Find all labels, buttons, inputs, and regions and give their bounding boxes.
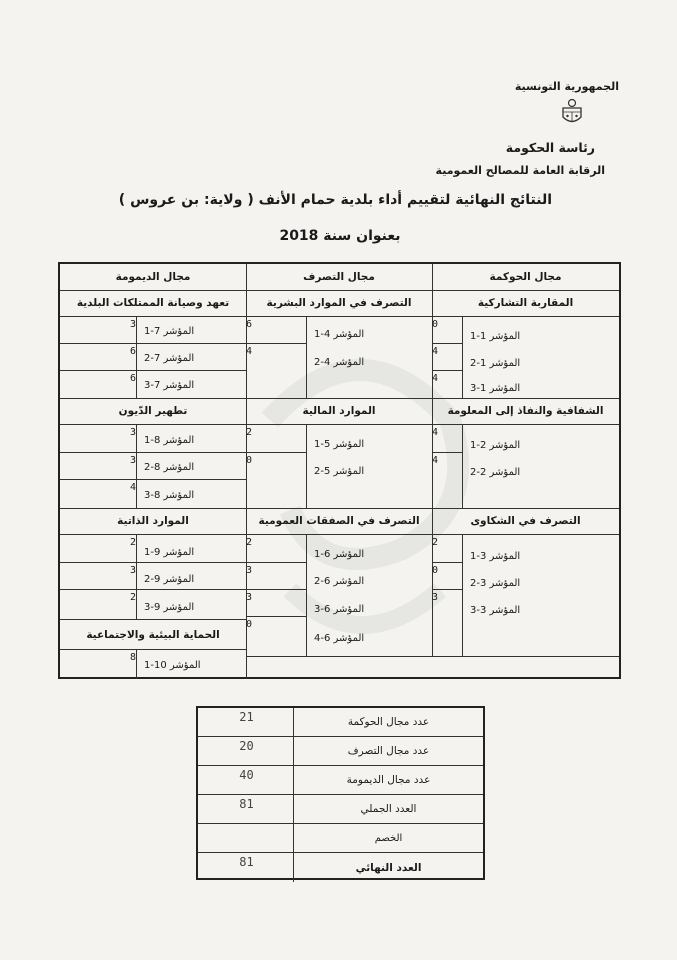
summary-value: 81 — [239, 855, 254, 869]
indicator-label: المؤشر 6-1 — [314, 548, 365, 560]
section-participatory: المقاربة التشاركية — [477, 297, 574, 309]
summary-label: عدد مجال التصرف — [293, 737, 483, 765]
indicator-label: المؤشر 1-3 — [470, 382, 521, 394]
domain-sustainability: مجال الديمومة — [115, 271, 191, 283]
indicator-score: 6 — [129, 346, 136, 357]
section-environmental-social: الحماية البيئية والاجتماعية — [86, 628, 220, 641]
summary-row — [198, 708, 483, 737]
summary-row — [198, 853, 483, 882]
domain-governance: مجال الحوكمة — [489, 271, 562, 283]
section-financial-resources: الموارد المالية — [302, 405, 376, 417]
indicator-score: 2 — [129, 537, 136, 548]
authority-label: الرقابة العامة للمصالح العمومية — [435, 164, 605, 177]
indicator-label: المؤشر 5-1 — [314, 438, 365, 450]
indicator-score: 0 — [432, 565, 439, 576]
indicator-label: المؤشر 6-3 — [314, 603, 365, 615]
section-complaints: التصرف في الشكاوى — [470, 515, 581, 527]
indicator-score: 6 — [246, 319, 253, 330]
indicator-label: المؤشر 10-1 — [144, 659, 201, 671]
indicator-score: 0 — [246, 619, 253, 630]
indicator-label: المؤشر 9-1 — [144, 546, 195, 558]
summary-value: 21 — [239, 710, 254, 724]
domain-management: مجال التصرف — [303, 271, 375, 283]
indicator-score: 8 — [129, 652, 136, 663]
indicator-label: المؤشر 7-2 — [144, 352, 195, 364]
indicator-label: المؤشر 1-1 — [470, 330, 521, 342]
section-human-resources: التصرف في الموارد البشرية — [266, 297, 412, 309]
summary-row — [198, 737, 483, 766]
indicator-label: المؤشر 3-3 — [470, 604, 521, 616]
summary-label: العدد النهائي — [293, 853, 483, 882]
indicator-score: 3 — [432, 592, 439, 603]
indicator-score: 4 — [432, 346, 439, 357]
indicator-label: المؤشر 2-1 — [470, 439, 521, 451]
indicator-score: 2 — [246, 427, 253, 438]
section-public-procurement: التصرف في الصفقات العمومية — [258, 515, 420, 527]
indicator-score: 0 — [246, 455, 253, 466]
indicator-score: 4 — [432, 373, 439, 384]
indicator-label: المؤشر 3-2 — [470, 577, 521, 589]
summary-label: عدد مجال الحوكمة — [293, 708, 483, 736]
indicator-label: المؤشر 6-4 — [314, 632, 365, 644]
section-property-maintenance: تعهد وصيانة الممتلكات البلدية — [76, 297, 230, 309]
indicator-label: المؤشر 6-2 — [314, 575, 365, 587]
indicator-score: 3 — [246, 592, 253, 603]
section-debt-clearance: تطهير الدّيون — [118, 405, 188, 417]
indicator-score: 4 — [246, 346, 253, 357]
summary-value: 81 — [239, 797, 254, 811]
coat-of-arms-icon — [559, 98, 585, 126]
indicator-label: المؤشر 3-1 — [470, 550, 521, 562]
summary-row — [198, 766, 483, 795]
republic-label: الجمهورية التونسية — [514, 80, 619, 93]
indicator-label: المؤشر 9-3 — [144, 601, 195, 613]
indicator-score: 4 — [432, 455, 439, 466]
page-subtitle: بعنوان سنة 2018 — [279, 228, 401, 244]
indicator-score: 2 — [246, 537, 253, 548]
indicator-score: 3 — [129, 427, 136, 438]
indicator-score: 2 — [432, 537, 439, 548]
indicator-label: المؤشر 9-2 — [144, 573, 195, 585]
summary-label: الخصم — [293, 824, 483, 852]
indicator-label: المؤشر 7-1 — [144, 325, 195, 337]
summary-label: العدد الجملي — [293, 795, 483, 823]
section-transparency: الشفافية والنفاذ إلى المعلومة — [447, 405, 604, 417]
indicator-score: 3 — [129, 319, 136, 330]
summary-value: 40 — [239, 768, 254, 782]
indicator-score: 3 — [129, 565, 136, 576]
indicator-label: المؤشر 7-3 — [144, 379, 195, 391]
summary-value: 20 — [239, 739, 254, 753]
indicator-score: 4 — [129, 482, 136, 493]
page-title: النتائج النهائية لتقييم أداء بلدية حمام الأنف ( ولاية: بن عروس ) — [118, 192, 552, 208]
indicator-score: 0 — [432, 319, 439, 330]
results-table — [58, 262, 621, 679]
summary-table — [196, 706, 485, 880]
indicator-score: 4 — [432, 427, 439, 438]
presidency-label: رئاسة الحكومة — [505, 140, 595, 155]
summary-row — [198, 824, 483, 853]
indicator-label: المؤشر 1-2 — [470, 357, 521, 369]
indicator-score: 2 — [129, 592, 136, 603]
indicator-label: المؤشر 8-3 — [144, 489, 195, 501]
summary-value — [198, 824, 295, 852]
summary-label: عدد مجال الديمومة — [293, 766, 483, 794]
indicator-label: المؤشر 2-2 — [470, 466, 521, 478]
section-own-resources: الموارد الذاتية — [117, 515, 189, 527]
indicator-score: 6 — [129, 373, 136, 384]
indicator-label: المؤشر 8-1 — [144, 434, 195, 446]
indicator-score: 3 — [129, 455, 136, 466]
indicator-score: 3 — [246, 565, 253, 576]
indicator-label: المؤشر 5-2 — [314, 465, 365, 477]
summary-row — [198, 795, 483, 824]
indicator-label: المؤشر 4-2 — [314, 356, 365, 368]
indicator-label: المؤشر 4-1 — [314, 328, 365, 340]
indicator-label: المؤشر 8-2 — [144, 461, 195, 473]
